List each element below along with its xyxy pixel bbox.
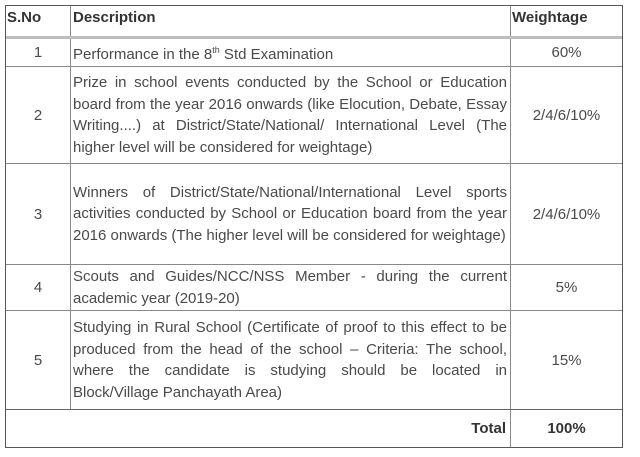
weightage-cell (511, 311, 622, 409)
sno-cell (6, 311, 71, 409)
total-row (6, 410, 622, 447)
weightage-table (5, 5, 623, 448)
description-cell (71, 311, 511, 409)
row-weightage: 2/4/6/10% (532, 106, 601, 124)
description-cell (71, 265, 511, 310)
row-description: Scouts and Guides/NCC/NSS Member - during the current academic year (2019-20) (73, 268, 507, 307)
sno-cell (6, 39, 71, 66)
row-number: 1 (33, 44, 43, 61)
total-label: Total (471, 420, 506, 437)
row-weightage: 15% (551, 351, 582, 369)
table-row (6, 67, 622, 163)
row-description: Prize in school events conducted by the School or Education board from the year 2016 onwards (like Elocution, Debate, Essay Writing....) at District/State/National/ International Level (The higher level will be considered for weightage) (73, 74, 507, 156)
description-cell (71, 39, 511, 66)
row-number: 5 (33, 351, 43, 369)
total-value-cell (511, 410, 622, 447)
weightage-cell (511, 67, 622, 163)
header-weightage: Weightage (512, 9, 588, 26)
sno-cell (6, 164, 71, 264)
header-description: Description (73, 9, 156, 26)
row-weightage: 5% (555, 279, 578, 296)
header-sno: S.No (7, 9, 42, 26)
total-label-cell (6, 410, 511, 447)
table-header-row (6, 6, 622, 36)
weightage-cell (511, 265, 622, 310)
row-description: Winners of District/State/National/International Level sports activities conducted by School or Education board from the year 2016 onwards (The higher level will be considered for weightage) (73, 183, 507, 244)
header-sno-cell (6, 6, 71, 36)
weightage-cell (511, 39, 622, 66)
row-weightage: 60% (551, 44, 582, 61)
header-weightage-cell (511, 6, 622, 36)
description-text: Performance in the 8 (73, 45, 213, 63)
description-text: Std Examination (219, 45, 334, 63)
ordinal-superscript: th (212, 44, 220, 55)
description-cell (71, 164, 511, 264)
row-number: 3 (33, 205, 43, 223)
table-row (6, 164, 622, 264)
weightage-cell (511, 164, 622, 264)
total-value: 100% (547, 420, 586, 437)
sno-cell (6, 67, 71, 163)
row-number: 4 (33, 279, 43, 296)
description-cell (71, 67, 511, 163)
row-number: 2 (33, 106, 43, 124)
sno-cell (6, 265, 71, 310)
table-row (6, 265, 622, 310)
table-row (6, 311, 622, 409)
table-row (6, 39, 622, 66)
row-description: Studying in Rural School (Certificate of proof to this effect to be produced from the head of the school – Criteria: The school, where the candidate is studying should be located in Block/Village Panchayath Area) (73, 319, 507, 401)
row-description (73, 40, 507, 66)
header-description-cell (71, 6, 511, 36)
row-weightage: 2/4/6/10% (532, 205, 601, 223)
